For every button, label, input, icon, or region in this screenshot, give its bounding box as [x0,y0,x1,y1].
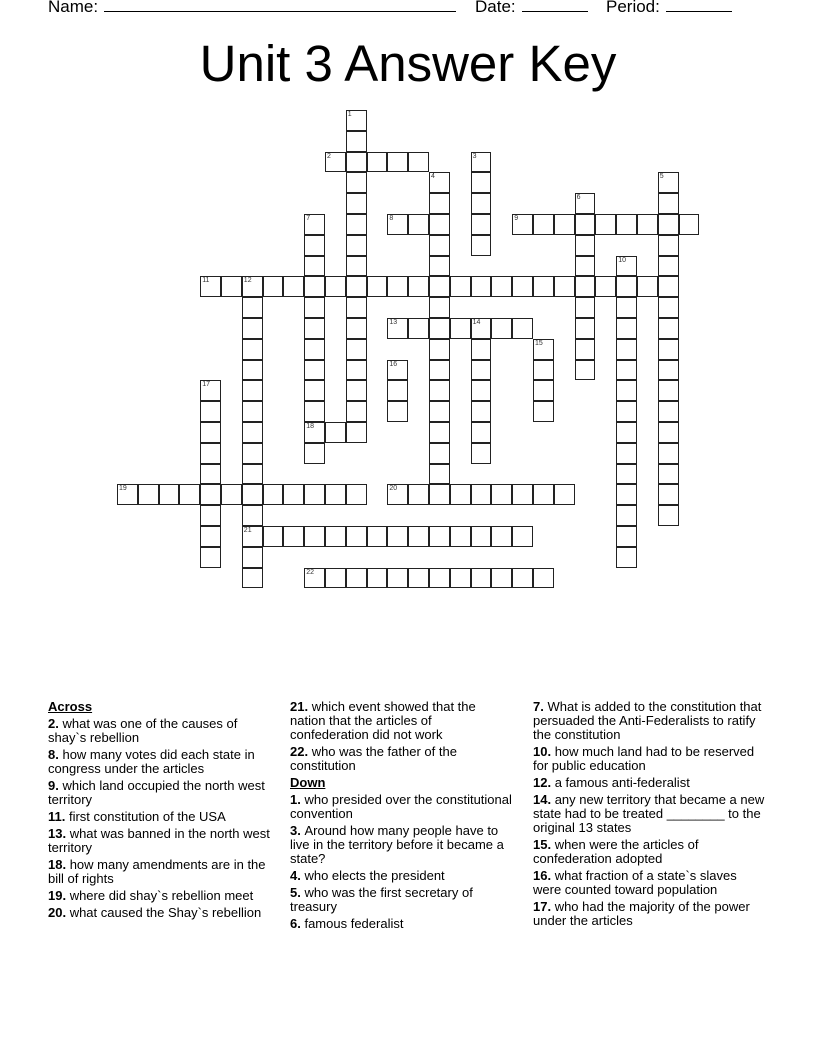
crossword-cell[interactable] [471,193,492,214]
crossword-cell[interactable] [304,339,325,360]
crossword-cell[interactable] [616,256,637,277]
crossword-cell[interactable] [616,401,637,422]
crossword-cell[interactable] [575,360,596,381]
crossword-cell[interactable] [533,214,554,235]
crossword-cell[interactable] [200,401,221,422]
crossword-cell[interactable] [471,235,492,256]
crossword-cell[interactable] [200,276,221,297]
crossword-cell[interactable] [429,235,450,256]
crossword-cell[interactable] [138,484,159,505]
crossword-cell[interactable] [679,214,700,235]
crossword-cell[interactable] [658,464,679,485]
crossword-cell[interactable] [346,318,367,339]
crossword-cell[interactable] [346,152,367,173]
crossword-cell[interactable] [304,380,325,401]
crossword-cell[interactable] [346,131,367,152]
crossword-cell[interactable] [387,214,408,235]
crossword-cell[interactable] [575,297,596,318]
crossword-cell[interactable] [658,235,679,256]
crossword-cell[interactable] [408,568,429,589]
crossword-cell[interactable] [533,568,554,589]
crossword-cell[interactable] [429,526,450,547]
crossword-cell[interactable] [595,214,616,235]
crossword-cell[interactable] [408,484,429,505]
crossword-cell[interactable] [367,568,388,589]
crossword-cell[interactable] [429,380,450,401]
crossword-cell[interactable] [242,339,263,360]
crossword-cell[interactable] [450,318,471,339]
crossword-cell[interactable] [242,297,263,318]
crossword-cell[interactable] [221,276,242,297]
crossword-cell[interactable] [658,214,679,235]
crossword-cell[interactable] [346,380,367,401]
crossword-cell[interactable] [616,464,637,485]
crossword-cell[interactable] [471,443,492,464]
crossword-cell[interactable] [471,401,492,422]
crossword-cell[interactable] [429,297,450,318]
crossword-cell[interactable] [242,422,263,443]
clue-number: 5 [659,173,664,181]
crossword-cell[interactable] [554,214,575,235]
crossword-cell[interactable] [491,276,512,297]
clue-item: 6. famous federalist [290,916,404,931]
crossword-cell[interactable] [450,568,471,589]
clue-number: 7 [306,215,311,222]
crossword-cell[interactable] [242,505,263,526]
crossword-cell[interactable] [263,526,284,547]
crossword-cell[interactable] [658,339,679,360]
crossword-cell[interactable] [408,152,429,173]
crossword-cell[interactable] [263,484,284,505]
crossword-cell[interactable] [429,422,450,443]
clue-item: 13. what was banned in the north west territory [48,826,270,855]
clue-number: 8 [389,215,394,222]
crossword-cell[interactable] [283,276,304,297]
crossword-cell[interactable] [325,276,346,297]
crossword-cell[interactable] [429,214,450,235]
crossword-cell[interactable] [616,360,637,381]
crossword-cell[interactable] [450,276,471,297]
clue-item: 2. what was one of the causes of shay`s rebellion [48,716,238,745]
crossword-cell[interactable] [325,526,346,547]
clue-number: 20 [389,485,398,493]
crossword-cell[interactable] [554,276,575,297]
crossword-cell[interactable] [616,380,637,401]
crossword-cell[interactable] [304,568,325,589]
crossword-cell[interactable] [325,484,346,505]
clue-number: 14 [472,319,481,326]
crossword-cell[interactable] [346,276,367,297]
crossword-cell[interactable] [512,214,533,235]
clue-item: 4. who elects the president [290,868,445,883]
crossword-cell[interactable] [554,484,575,505]
clue-item: 3. Around how many people have to live in the territory before it became a state? [290,823,504,866]
crossword-cell[interactable] [658,505,679,526]
crossword-cell[interactable] [242,526,263,547]
crossword-cell[interactable] [346,297,367,318]
crossword-cell[interactable] [471,526,492,547]
crossword-cell[interactable] [575,276,596,297]
clue-number: 16 [389,360,398,368]
crossword-cell[interactable] [658,297,679,318]
clue-item: 7. What is added to the constitution that persuaded the Anti-Federalists to ratify the constitution [533,699,762,742]
clue-number: 1 [347,111,352,118]
crossword-cell[interactable] [533,401,554,422]
crossword-cell[interactable] [575,193,596,214]
crossword-cell[interactable] [304,235,325,256]
crossword-cell[interactable] [533,360,554,381]
clue-item: 10. how much land had to be reserved for public education [533,744,755,773]
crossword-cell[interactable] [533,339,554,360]
crossword-cell[interactable] [200,526,221,547]
crossword-cell[interactable] [429,256,450,277]
crossword-cell[interactable] [429,568,450,589]
crossword-cell[interactable] [595,276,616,297]
crossword-cell[interactable] [325,152,346,173]
crossword-cell[interactable] [367,526,388,547]
crossword-cell[interactable] [429,464,450,485]
crossword-cell[interactable] [346,235,367,256]
crossword-cell[interactable] [533,380,554,401]
clue-item: 14. any new territory that became a new state had to be treated ________ to the original 13 states [533,792,765,835]
crossword-cell[interactable] [242,276,263,297]
crossword-cell[interactable] [471,360,492,381]
crossword-cell[interactable] [325,422,346,443]
crossword-cell[interactable] [658,172,679,193]
crossword-cell[interactable] [658,380,679,401]
crossword-cell[interactable] [616,526,637,547]
crossword-cell[interactable] [325,568,346,589]
crossword-cell[interactable] [283,484,304,505]
crossword-cell[interactable] [263,276,284,297]
clue-number: 3 [472,152,477,160]
crossword-cell[interactable] [346,256,367,277]
clue-number: 9 [514,215,519,222]
crossword-cell[interactable] [616,422,637,443]
crossword-cell[interactable] [304,401,325,422]
clue-number: 19 [119,485,127,493]
clues-column-3 [533,700,765,931]
clue-number: 10 [618,256,626,264]
crossword-cell[interactable] [346,360,367,381]
crossword-cell[interactable] [658,360,679,381]
clues-column-1 [48,700,270,923]
crossword-cell[interactable] [304,484,325,505]
crossword-cell[interactable] [242,443,263,464]
crossword-cell[interactable] [429,193,450,214]
crossword-cell[interactable] [408,276,429,297]
crossword-cell[interactable] [304,526,325,547]
crossword-cell[interactable] [346,193,367,214]
clue-number: 22 [306,568,314,576]
crossword-cell[interactable] [658,422,679,443]
crossword-cell[interactable] [387,152,408,173]
crossword-cell[interactable] [575,256,596,277]
crossword-cell[interactable] [512,526,533,547]
crossword-cell[interactable] [491,568,512,589]
crossword-cell[interactable] [429,360,450,381]
crossword-cell[interactable] [304,214,325,235]
clue-item: 5. who was the first secretary of treasury [290,885,473,914]
crossword-cell[interactable] [616,443,637,464]
crossword-cell[interactable] [616,339,637,360]
clue-number: 13 [389,319,398,326]
clue-number: 17 [202,381,210,389]
crossword-cell[interactable] [471,214,492,235]
crossword-cell[interactable] [471,339,492,360]
crossword-cell[interactable] [408,214,429,235]
crossword-cell[interactable] [429,443,450,464]
name-label: Name: [48,0,99,16]
crossword-cell[interactable] [346,110,367,131]
crossword-cell[interactable] [408,318,429,339]
crossword-cell[interactable] [242,401,263,422]
crossword-cell[interactable] [616,297,637,318]
across-heading: Across [48,699,93,714]
crossword-cell[interactable] [429,339,450,360]
crossword-cell[interactable] [575,214,596,235]
clue-item: 18. how many amendments are in the bill of rights [48,857,266,886]
crossword-cell[interactable] [387,526,408,547]
crossword-cell[interactable] [367,152,388,173]
crossword-cell[interactable] [283,526,304,547]
crossword-cell[interactable] [616,276,637,297]
clue-item: 11. first constitution of the USA [48,809,226,824]
crossword-cell[interactable] [242,484,263,505]
crossword-cell[interactable] [304,297,325,318]
clue-item: 20. what caused the Shay`s rebellion [48,905,262,920]
crossword-cell[interactable] [616,505,637,526]
clue-number: 18 [306,423,314,430]
date-label: Date: [475,0,516,16]
crossword-cell[interactable] [616,484,637,505]
crossword-cell[interactable] [200,505,221,526]
crossword-cell[interactable] [242,547,263,568]
crossword-cell[interactable] [367,276,388,297]
crossword-cell[interactable] [200,422,221,443]
crossword-cell[interactable] [471,484,492,505]
crossword-cell[interactable] [221,484,242,505]
clue-number: 21 [243,527,252,534]
crossword-cell[interactable] [304,276,325,297]
crossword-cell[interactable] [658,318,679,339]
crossword-cell[interactable] [200,380,221,401]
crossword-cell[interactable] [429,172,450,193]
crossword-cell[interactable] [387,484,408,505]
clue-number: 2 [327,152,331,160]
crossword-cell[interactable] [408,526,429,547]
crossword-cell[interactable] [346,526,367,547]
crossword-cell[interactable] [658,443,679,464]
crossword-cell[interactable] [304,360,325,381]
crossword-cell[interactable] [658,401,679,422]
crossword-cell[interactable] [616,214,637,235]
crossword-cell[interactable] [429,276,450,297]
crossword-cell[interactable] [471,318,492,339]
crossword-cell[interactable] [346,401,367,422]
crossword-cell[interactable] [616,318,637,339]
crossword-cell[interactable] [658,276,679,297]
crossword-cell[interactable] [242,464,263,485]
crossword-cell[interactable] [512,484,533,505]
clue-item: 12. a famous anti-federalist [533,775,690,790]
crossword-cell[interactable] [387,568,408,589]
crossword-cell[interactable] [159,484,180,505]
crossword-cell[interactable] [304,422,325,443]
crossword-cell[interactable] [242,318,263,339]
clue-number: 15 [535,339,543,347]
crossword-cell[interactable] [471,276,492,297]
crossword-cell[interactable] [304,318,325,339]
crossword-cell[interactable] [242,380,263,401]
crossword-cell[interactable] [533,484,554,505]
clue-item: 16. what fraction of a state`s slaves were counted toward population [533,868,737,897]
crossword-cell[interactable] [512,568,533,589]
crossword-cell[interactable] [491,526,512,547]
crossword-cell[interactable] [304,443,325,464]
crossword-cell[interactable] [491,318,512,339]
clue-number: 12 [243,277,252,285]
crossword-cell[interactable] [387,276,408,297]
clue-item: 9. which land occupied the north west territory [48,778,265,807]
crossword-cell[interactable] [512,276,533,297]
crossword-cell[interactable] [200,443,221,464]
crossword-cell[interactable] [450,526,471,547]
crossword-cell[interactable] [387,360,408,381]
period-label: Period: [606,0,660,16]
crossword-cell[interactable] [429,484,450,505]
crossword-cell[interactable] [304,256,325,277]
clue-item: 22. who was the father of the constitution [290,744,457,773]
clues-column-2 [290,700,512,934]
crossword-cell[interactable] [616,547,637,568]
crossword-cell[interactable] [346,484,367,505]
crossword-cell[interactable] [242,360,263,381]
crossword-cell[interactable] [658,256,679,277]
crossword-cell[interactable] [346,568,367,589]
crossword-cell[interactable] [471,422,492,443]
clue-number: 4 [431,173,435,181]
crossword-cell[interactable] [429,318,450,339]
crossword-cell[interactable] [471,172,492,193]
crossword-cell[interactable] [533,276,554,297]
clue-item: 15. when were the articles of confederation adopted [533,837,699,866]
crossword-cell[interactable] [346,214,367,235]
crossword-cell[interactable] [179,484,200,505]
crossword-cell[interactable] [429,401,450,422]
crossword-cell[interactable] [471,568,492,589]
crossword-cell[interactable] [346,422,367,443]
clue-item: 19. where did shay`s rebellion meet [48,888,254,903]
crossword-cell[interactable] [575,339,596,360]
crossword-cell[interactable] [512,318,533,339]
clue-number: 6 [576,194,581,202]
crossword-cell[interactable] [242,568,263,589]
crossword-cell[interactable] [346,339,367,360]
crossword-cell[interactable] [471,152,492,173]
clue-number: 11 [202,277,210,285]
crossword-cell[interactable] [658,193,679,214]
crossword-cell[interactable] [200,464,221,485]
crossword-cell[interactable] [387,380,408,401]
clue-item: 21. which event showed that the nation that the articles of confederation did not work [290,699,476,742]
crossword-cell[interactable] [387,318,408,339]
crossword-cell[interactable] [387,401,408,422]
page-title: Unit 3 Answer Key [199,35,617,92]
crossword-cell[interactable] [450,484,471,505]
crossword-cell[interactable] [200,484,221,505]
crossword-cell[interactable] [575,318,596,339]
crossword-cell[interactable] [637,214,658,235]
crossword-cell[interactable] [346,172,367,193]
crossword-cell[interactable] [637,276,658,297]
crossword-cell[interactable] [491,484,512,505]
clue-item: 8. how many votes did each state in congress under the articles [48,747,255,776]
clue-item: 1. who presided over the constitutional convention [290,792,512,821]
crossword-cell[interactable] [575,235,596,256]
down-heading: Down [290,775,326,790]
clue-item: 17. who had the majority of the power under the articles [533,899,750,928]
crossword-cell[interactable] [471,380,492,401]
crossword-cell[interactable] [117,484,138,505]
crossword-cell[interactable] [200,547,221,568]
crossword-cell[interactable] [658,484,679,505]
